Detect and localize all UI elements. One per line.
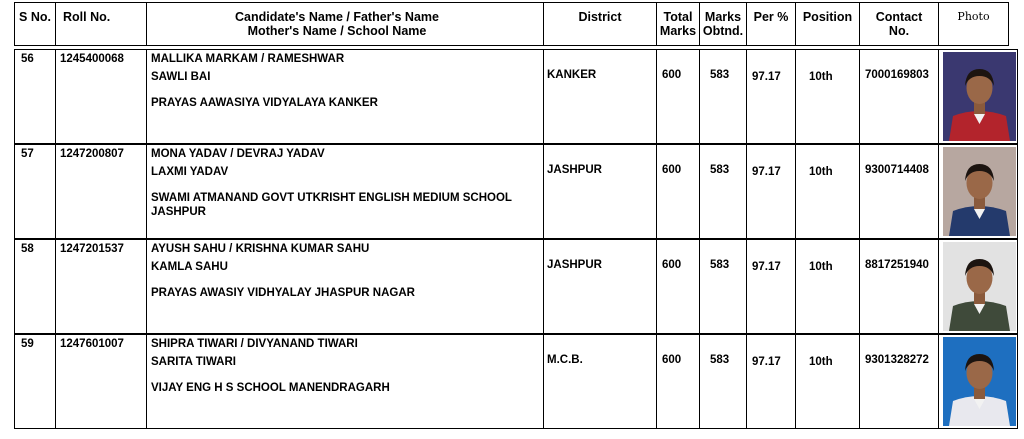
- table-row: [14, 49, 1009, 144]
- district-value: M.C.B.: [547, 354, 583, 366]
- cell-district: [543, 144, 657, 239]
- header-name: Candidate's Name / Father's Name Mother's Name / School Name: [146, 2, 544, 46]
- candidate-photo-image: [943, 242, 1016, 331]
- total-marks-value: 600: [662, 164, 682, 176]
- school-name: PRAYAS AWASIY VIDHYALAY JHASPUR NAGAR: [151, 287, 415, 299]
- header-sno: S No.: [14, 2, 56, 46]
- mother-name: LAXMI YADAV: [151, 166, 229, 178]
- header-percent: Per %: [746, 2, 796, 46]
- position-value: 10th: [809, 71, 833, 83]
- contact-number: 9301328272: [865, 354, 929, 366]
- candidate-father-name: MALLIKA MARKAM / RAMESHWAR: [151, 53, 345, 65]
- table-row: [14, 334, 1009, 429]
- cell-position: [795, 334, 860, 429]
- roll-number: 1247201537: [60, 243, 124, 255]
- cell-contact: [859, 239, 939, 334]
- total-marks-value: 600: [662, 69, 682, 81]
- school-name-cont: JASHPUR: [151, 206, 206, 218]
- school-name: SWAMI ATMANAND GOVT UTKRISHT ENGLISH MEDIUM SCHOOL: [151, 192, 512, 204]
- table-header: [14, 2, 1009, 46]
- cell-total-marks: [656, 49, 700, 144]
- sno-value: 59: [21, 338, 34, 350]
- cell-contact: [859, 334, 939, 429]
- position-value: 10th: [809, 356, 833, 368]
- school-name: PRAYAS AAWASIYA VIDYALAYA KANKER: [151, 97, 378, 109]
- mother-name: KAMLA SAHU: [151, 261, 228, 273]
- candidate-photo: [943, 242, 1016, 331]
- table-row: [14, 144, 1009, 239]
- cell-position: [795, 239, 860, 334]
- cell-position: [795, 49, 860, 144]
- percent-value: 97.17: [752, 71, 781, 83]
- percent-value: 97.17: [752, 166, 781, 178]
- percent-value: 97.17: [752, 356, 781, 368]
- cell-roll: [55, 239, 147, 334]
- candidate-father-name: SHIPRA TIWARI / DIVYANAND TIWARI: [151, 338, 358, 350]
- header-total-marks: Total Marks: [656, 2, 700, 46]
- mother-name: SARITA TIWARI: [151, 356, 236, 368]
- roll-number: 1247601007: [60, 338, 124, 350]
- cell-candidate: [146, 334, 544, 429]
- sno-value: 57: [21, 148, 34, 160]
- cell-candidate: [146, 144, 544, 239]
- cell-roll: [55, 144, 147, 239]
- cell-contact: [859, 49, 939, 144]
- cell-position: [795, 144, 860, 239]
- cell-candidate: [146, 49, 544, 144]
- percent-value: 97.17: [752, 261, 781, 273]
- contact-number: 7000169803: [865, 69, 929, 81]
- cell-percent: [746, 144, 796, 239]
- cell-percent: [746, 334, 796, 429]
- header-marks-obtained: Marks Obtnd.: [699, 2, 747, 46]
- marks-obtained-value: 583: [710, 69, 730, 81]
- school-name: VIJAY ENG H S SCHOOL MANENDRAGARH: [151, 382, 390, 394]
- sno-value: 56: [21, 53, 34, 65]
- cell-total-marks: [656, 144, 700, 239]
- cell-percent: [746, 239, 796, 334]
- cell-marks-obtained: [699, 144, 747, 239]
- cell-district: [543, 239, 657, 334]
- cell-sno: [14, 334, 56, 429]
- cell-total-marks: [656, 239, 700, 334]
- header-roll: Roll No.: [55, 2, 147, 46]
- candidate-photo-image: [943, 52, 1016, 141]
- cell-photo: [938, 239, 1018, 334]
- cell-percent: [746, 49, 796, 144]
- total-marks-value: 600: [662, 354, 682, 366]
- district-value: KANKER: [547, 69, 597, 81]
- cell-sno: [14, 144, 56, 239]
- district-value: JASHPUR: [547, 164, 602, 176]
- cell-marks-obtained: [699, 49, 747, 144]
- marks-obtained-value: 583: [710, 164, 730, 176]
- candidate-father-name: MONA YADAV / DEVRAJ YADAV: [151, 148, 325, 160]
- position-value: 10th: [809, 166, 833, 178]
- marks-obtained-value: 583: [710, 354, 730, 366]
- cell-total-marks: [656, 334, 700, 429]
- contact-number: 8817251940: [865, 259, 929, 271]
- candidate-photo: [943, 147, 1016, 236]
- header-district: District: [543, 2, 657, 46]
- marks-obtained-value: 583: [710, 259, 730, 271]
- cell-photo: [938, 144, 1018, 239]
- table-row: [14, 239, 1009, 334]
- cell-district: [543, 334, 657, 429]
- roll-number: 1247200807: [60, 148, 124, 160]
- cell-photo: [938, 334, 1018, 429]
- district-value: JASHPUR: [547, 259, 602, 271]
- header-photo: Photo: [938, 2, 1009, 46]
- candidate-photo-image: [943, 147, 1016, 236]
- candidate-photo: [943, 52, 1016, 141]
- cell-contact: [859, 144, 939, 239]
- candidate-photo: [943, 337, 1016, 426]
- cell-district: [543, 49, 657, 144]
- sno-value: 58: [21, 243, 34, 255]
- candidate-father-name: AYUSH SAHU / KRISHNA KUMAR SAHU: [151, 243, 370, 255]
- position-value: 10th: [809, 261, 833, 273]
- contact-number: 9300714408: [865, 164, 929, 176]
- total-marks-value: 600: [662, 259, 682, 271]
- cell-photo: [938, 49, 1018, 144]
- header-contact: Contact No.: [859, 2, 939, 46]
- cell-marks-obtained: [699, 334, 747, 429]
- mother-name: SAWLI BAI: [151, 71, 211, 83]
- cell-roll: [55, 334, 147, 429]
- cell-roll: [55, 49, 147, 144]
- cell-candidate: [146, 239, 544, 334]
- header-position: Position: [795, 2, 860, 46]
- cell-marks-obtained: [699, 239, 747, 334]
- cell-sno: [14, 239, 56, 334]
- candidate-photo-image: [943, 337, 1016, 426]
- roll-number: 1245400068: [60, 53, 124, 65]
- cell-sno: [14, 49, 56, 144]
